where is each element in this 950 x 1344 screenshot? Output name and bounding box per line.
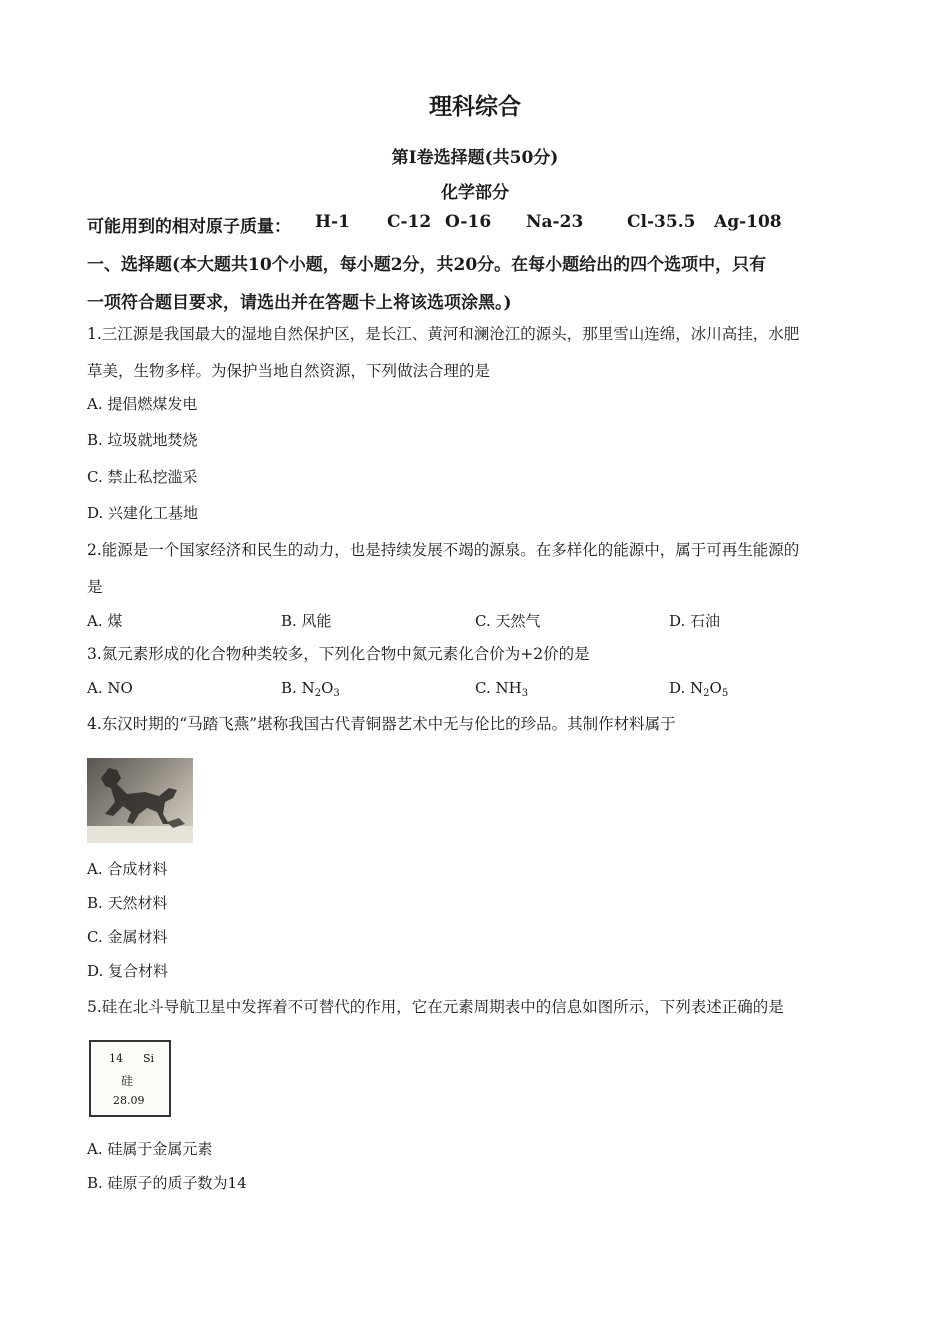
horse-silhouette-icon bbox=[87, 758, 193, 843]
formula-part: C. NH bbox=[475, 679, 522, 697]
element-name: 硅 bbox=[121, 1074, 134, 1088]
q2-option-b[interactable]: B. 风能 bbox=[281, 612, 332, 630]
formula-subscript: 3 bbox=[333, 688, 340, 699]
atomic-mass-item: H-1 bbox=[315, 212, 350, 232]
q1-option-c[interactable]: C. 禁止私挖滥采 bbox=[87, 468, 198, 486]
q5-option-b[interactable]: B. 硅原子的质子数为14 bbox=[87, 1174, 247, 1192]
atomic-mass-item: Ag-108 bbox=[714, 212, 782, 232]
instruction-line: 一项符合题目要求，请选出并在答题卡上将该选项涂黑。) bbox=[87, 293, 512, 313]
q1-option-d[interactable]: D. 兴建化工基地 bbox=[87, 504, 199, 522]
periodic-table-cell bbox=[89, 1040, 171, 1117]
atomic-mass: 28.09 bbox=[113, 1094, 145, 1107]
q4-option-c[interactable]: C. 金属材料 bbox=[87, 928, 168, 946]
bronze-horse-image bbox=[87, 758, 193, 843]
q1-option-b[interactable]: B. 垃圾就地焚烧 bbox=[87, 431, 198, 449]
formula-subscript: 2 bbox=[314, 688, 322, 699]
part-title: 化学部分 bbox=[441, 183, 509, 203]
element-symbol: Si bbox=[143, 1052, 155, 1065]
q2-option-d[interactable]: D. 石油 bbox=[669, 612, 721, 630]
q3-option-a[interactable]: A. NO bbox=[87, 679, 133, 697]
q2-option-a[interactable]: A. 煤 bbox=[87, 612, 123, 630]
question-1-text: 1.三江源是我国最大的湿地自然保护区，是长江、黄河和澜沧江的源头，那里雪山连绵，冰川高挂，水肥 bbox=[87, 325, 800, 343]
question-2-text: 2.能源是一个国家经济和民生的动力，也是持续发展不竭的源泉。在多样化的能源中，属于可再生能源的 bbox=[87, 541, 800, 559]
atomic-mass-item: Na-23 bbox=[526, 212, 584, 232]
page-title: 理科综合 bbox=[429, 93, 521, 120]
section-title: 第Ⅰ卷选择题(共50分) bbox=[391, 148, 559, 168]
formula-subscript: 2 bbox=[703, 688, 710, 699]
formula-part: B. N bbox=[281, 679, 315, 697]
q4-option-d[interactable]: D. 复合材料 bbox=[87, 962, 169, 980]
q3-option-b[interactable] bbox=[281, 679, 340, 699]
atomic-mass-item: O-16 bbox=[445, 212, 492, 232]
q3-option-d[interactable] bbox=[669, 679, 728, 699]
formula-subscript: 5 bbox=[721, 688, 729, 699]
question-1-text: 草美，生物多样。为保护当地自然资源，下列做法合理的是 bbox=[87, 362, 491, 380]
formula-part: D. N bbox=[669, 679, 704, 697]
atomic-mass-line bbox=[87, 212, 867, 236]
question-3-text: 3.氮元素形成的化合物种类较多，下列化合物中氮元素化合价为+2价的是 bbox=[87, 645, 590, 663]
question-5-text: 5.硅在北斗导航卫星中发挥着不可替代的作用，它在元素周期表中的信息如图所示，下列表述正确的是 bbox=[87, 998, 784, 1016]
atomic-mass-item: Cl-35.5 bbox=[627, 212, 696, 232]
atomic-mass-label: 可能用到的相对原子质量： bbox=[87, 217, 291, 237]
formula-part: O bbox=[321, 679, 334, 697]
atomic-number: 14 bbox=[109, 1052, 123, 1065]
instruction-line: 一、选择题(本大题共10个小题，每小题2分，共20分。在每小题给出的四个选项中，只有 bbox=[87, 255, 767, 275]
q2-option-c[interactable]: C. 天然气 bbox=[475, 612, 541, 630]
formula-part: O bbox=[709, 679, 722, 697]
q5-option-a[interactable]: A. 硅属于金属元素 bbox=[87, 1140, 213, 1158]
q4-option-b[interactable]: B. 天然材料 bbox=[87, 894, 168, 912]
atomic-mass-item: C-12 bbox=[387, 212, 432, 232]
q3-option-c[interactable] bbox=[475, 679, 528, 699]
formula-subscript: 3 bbox=[521, 688, 529, 699]
question-2-text: 是 bbox=[87, 578, 103, 596]
question-4-text: 4.东汉时期的“马踏飞燕”堪称我国古代青铜器艺术中无与伦比的珍品。其制作材料属于 bbox=[87, 715, 676, 733]
q4-option-a[interactable]: A. 合成材料 bbox=[87, 860, 168, 878]
q1-option-a[interactable]: A. 提倡燃煤发电 bbox=[87, 395, 198, 413]
